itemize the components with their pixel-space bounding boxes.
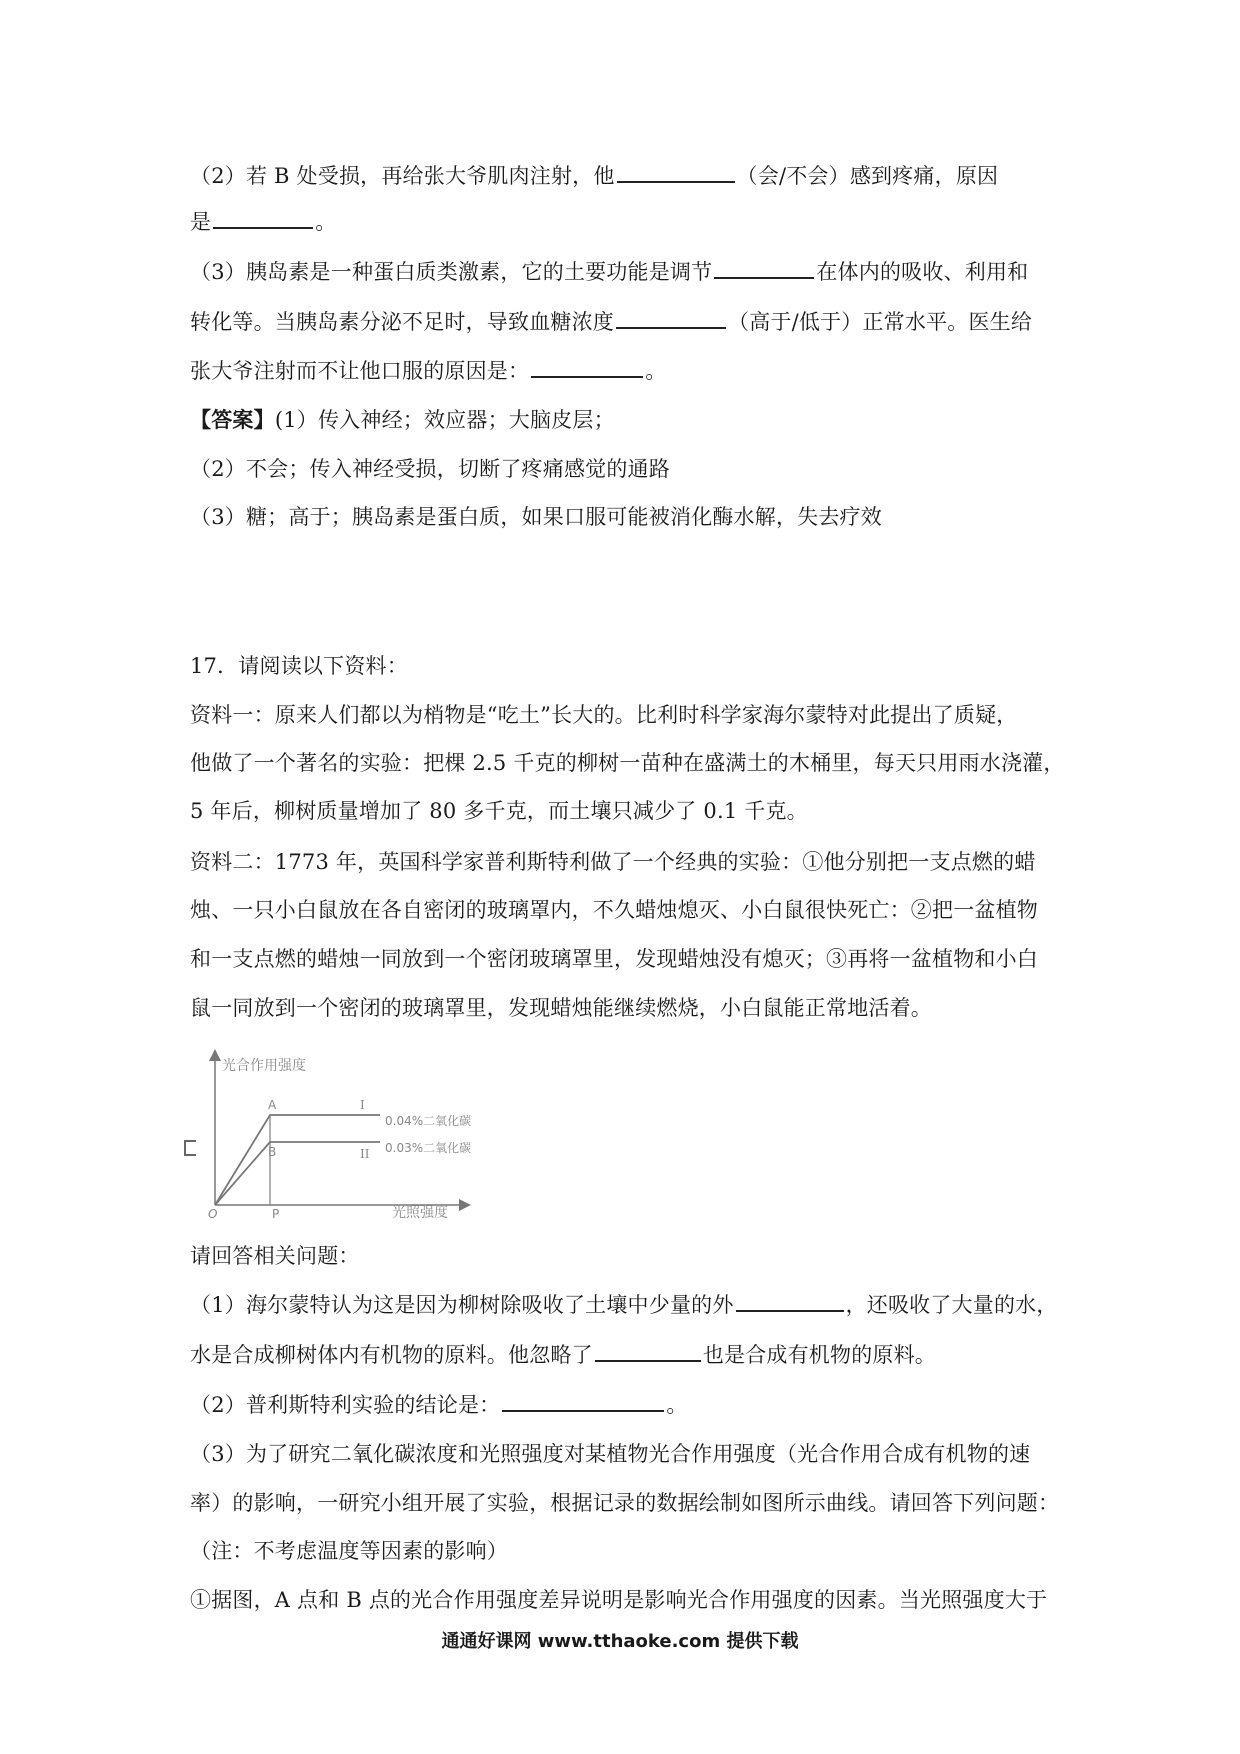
q16-answer-line3 (190, 502, 882, 532)
q16-answer-3: （3）糖；高于；胰岛素是蛋白质，如果口服可能被消化酶水解，失去疗效 (190, 505, 882, 529)
x-tick-label: P (272, 1207, 280, 1220)
q16-part3-line2 (190, 307, 1032, 337)
q17-material2-line3: 和一支点燃的蜡烛一同放到一个密闭玻璃罩里，发现蜡烛没有熄灭；③再将一盆植物和小白 (190, 947, 1038, 971)
q17-material2-line4: 鼠一同放到一个密闭的玻璃罩里，发现蜡烛能继续燃烧，小白鼠能正常地活着。 (190, 996, 932, 1020)
answer-label: 【答案】 (190, 407, 275, 432)
q17-sub1-text-c: 水是合成柳树体内有机物的原料。他忽略了 (190, 1343, 593, 1367)
series-layer (215, 1098, 471, 1205)
q17-sub2-line (190, 1390, 688, 1420)
q16-part3-text-c: 转化等。当胰岛素分泌不足时，导致血糖浓度 (190, 310, 614, 334)
q17-ask: 请回答相关问题： (190, 1244, 360, 1268)
series-line-2 (215, 1142, 380, 1205)
q16-answer-2: （2）不会；传入神经受损，切断了疼痛感觉的通路 (190, 457, 670, 481)
q16-part2-text-a: （2）若 B 处受损，再给张大爷肌肉注射，他 (190, 164, 615, 188)
series-line-1 (215, 1115, 380, 1205)
q17-sub3-line1: （3）为了研究二氧化碳浓度和光照强度对某植物光合作用强度（光合作用合成有机物的速 (190, 1442, 1031, 1466)
answer-blank[interactable] (616, 307, 726, 329)
q16-answer-line2 (190, 454, 670, 484)
q17-material1-line2: 他做了一个著名的实验：把棵 2.5 千克的柳树一苗种在盛满土的木桶里，每天只用雨水浇灌， (190, 751, 1065, 775)
q16-part3-text-f: 。 (645, 359, 667, 383)
answer-blank[interactable] (736, 1290, 844, 1312)
q16-part2-line2 (190, 207, 336, 237)
series-name-label-1: 0.04%二氧化碳 (385, 1114, 472, 1128)
q16-part3-text-a: （3）胰岛素是一种蛋白质类激素，它的土要功能是调节 (190, 260, 713, 284)
origin-label: O (208, 1207, 218, 1220)
series-name-label-2: 0.03%二氧化碳 (385, 1141, 472, 1155)
q17-material1-line3: 5 年后，柳树质量增加了 80 多千克，而土壤只减少了 0.1 千克。 (190, 799, 808, 823)
q17-sub1-line1 (190, 1290, 1058, 1320)
q16-part3-text-e: 张大爷注射而不让他口服的原因是： (190, 359, 530, 383)
q16-part2-text-b: （会/不会）感到疼痛，原因 (736, 164, 999, 188)
q17-sub1-text-a: （1）海尔蒙特认为这是因为柳树除吸收了土壤中少量的外 (190, 1293, 734, 1317)
q16-part2-line1 (190, 161, 998, 191)
q16-part3-text-d: （高于/低于）正常水平。医生给 (728, 310, 1033, 334)
q17-sub1-line2 (190, 1340, 936, 1370)
q16-part3-line1 (190, 257, 1028, 287)
q17-title: 17．请阅读以下资料： (190, 654, 408, 678)
answer-blank[interactable] (595, 1340, 701, 1362)
point-label-A: A (268, 1098, 277, 1112)
q17-material1-line1: 资料一：原来人们都以为梢物是“吃土”长大的。比利时科学家海尔蒙特对此提出了质疑， (190, 703, 1018, 727)
q17-sub1-text-d: 也是合成有机物的原料。 (702, 1343, 937, 1367)
q17-material2-line1: 资料二：1773 年，英国科学家普利斯特利做了一个经典的实验：①他分别把一支点燃的蜡 (190, 850, 1036, 874)
q17-material2-line2: 烛、一只小白鼠放在各自密闭的玻璃罩内，不久蜡烛熄灭、小白鼠很快死亡：②把一盆植物 (190, 898, 1038, 922)
photosynthesis-chart (180, 1040, 540, 1220)
q16-part3-text-b: 在体内的吸收、利用和 (816, 260, 1029, 284)
series-roman-label-2: II (360, 1147, 370, 1161)
q16-part3-line3 (190, 356, 666, 386)
x-axis-label: 光照强度 (392, 1205, 448, 1220)
q16-part2-text-c: 是 (190, 210, 212, 234)
q16-answer-line1 (190, 405, 615, 435)
answer-blank[interactable] (502, 1390, 664, 1412)
answer-blank[interactable] (213, 207, 313, 229)
answer-blank[interactable] (617, 161, 735, 183)
answer-blank[interactable] (531, 356, 643, 378)
q16-answer-1: (1）传入神经；效应器；大脑皮层； (274, 408, 615, 432)
q17-sub3-line3: （注：不考虑温度等因素的影响） (190, 1539, 508, 1563)
q17-sub3-line4: ①据图，A 点和 B 点的光合作用强度差异说明是影响光合作用强度的因素。当光照强度大于 (190, 1588, 1048, 1612)
margin-mark (184, 1140, 196, 1156)
q17-sub1-text-b: ，还吸收了大量的水， (845, 1293, 1058, 1317)
q16-part2-text-d: 。 (315, 210, 337, 234)
answer-blank[interactable] (714, 257, 814, 279)
page-footer: 通通好课网 www.tthaoke.com 提供下载 (441, 1631, 799, 1652)
point-label-B: B (268, 1145, 277, 1159)
q17-sub2-text-b: 。 (666, 1393, 688, 1417)
y-axis-label: 光合作用强度 (222, 1058, 306, 1074)
q17-sub2-text-a: （2）普利斯特利实验的结论是： (190, 1393, 501, 1417)
series-roman-label-1: I (360, 1098, 365, 1112)
q17-sub3-line2: 率）的影响，一研究小组开展了实验，根据记录的数据绘制如图所示曲线。请回答下列问题： (190, 1491, 1060, 1515)
